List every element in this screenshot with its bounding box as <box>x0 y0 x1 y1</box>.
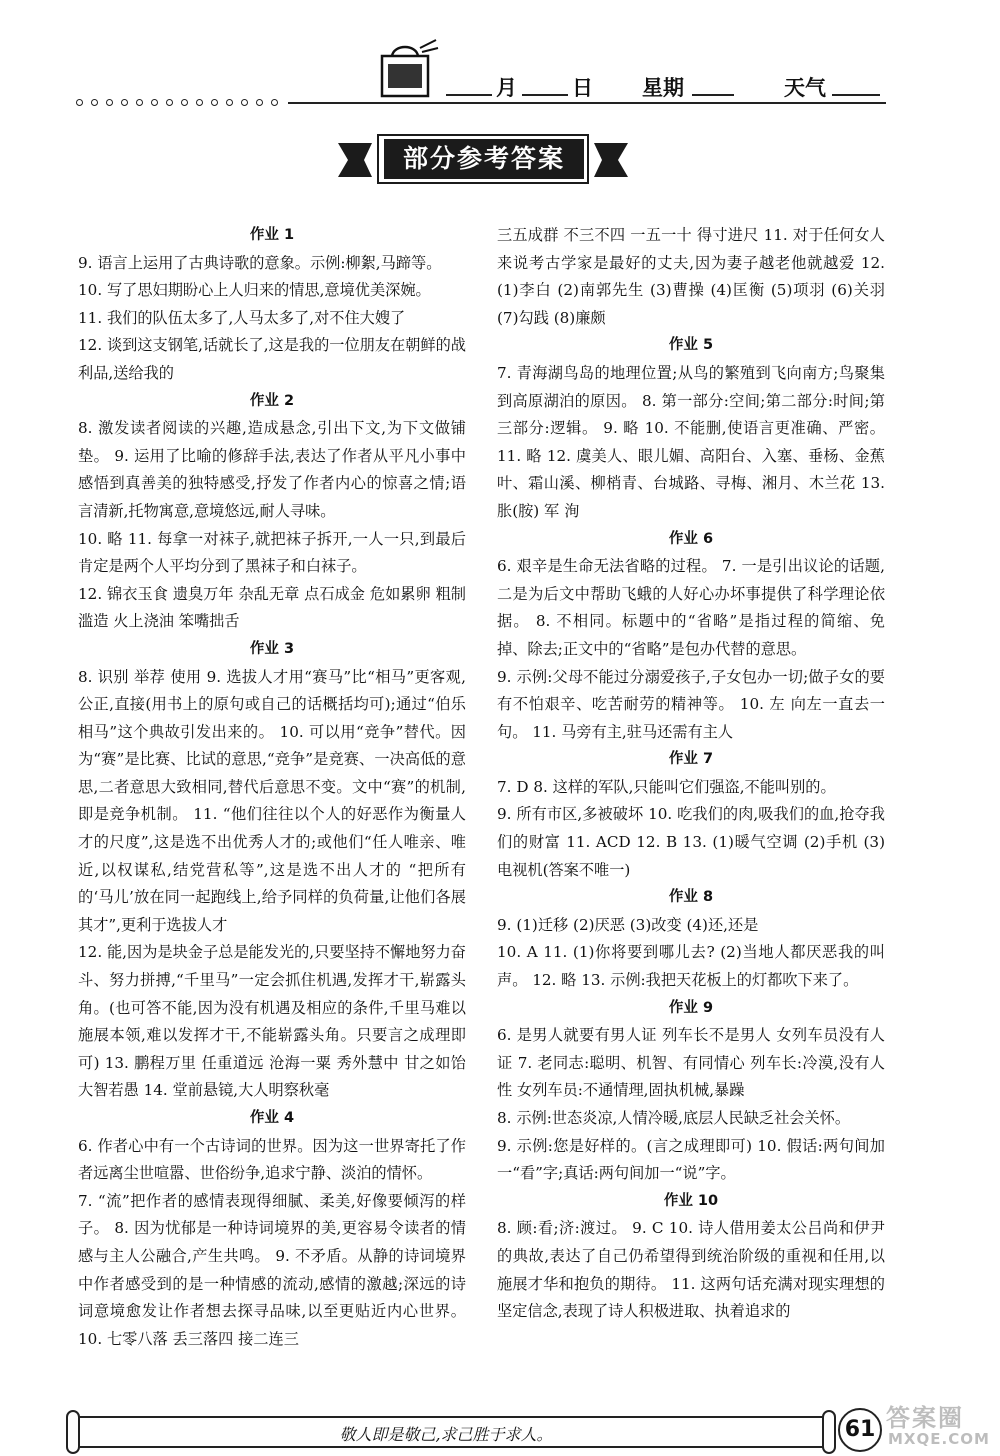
section-title: 作业 1 <box>249 227 295 243</box>
answer-paragraph: 6. 作者心中有一个古诗词的世界。因为这一世界寄托了作者远离尘世喧嚣、世俗纷争,追求宁静、淡泊的情怀。 <box>78 1136 466 1183</box>
section-title: 作业 5 <box>668 337 714 354</box>
answer-paragraph: 6. 是男人就要有男人证 列车长不是男人 女列车员没有人证 7. 老同志:聪明、机智、有同情心 列车长:冷漠,没有人性 女列车员:不通情理,固执机械,暴躁 <box>497 1026 885 1100</box>
footer-motto: 敬人即是敬己,求己胜于求人。 <box>339 1425 553 1444</box>
answer-paragraph: 8. 激发读者阅读的兴趣,造成悬念,引出下文,为下文做铺垫。 9. 运用了比喻的修辞手法,表达了作者从平凡小事中感悟到真善美的独特感受,抒发了作者内心的惊喜之情;语言清新,托物寓意,意境悠远,耐人寻味。 <box>78 419 466 520</box>
left-answer-column <box>78 222 466 1353</box>
page-number: 61 <box>838 1408 882 1452</box>
day-blank[interactable] <box>522 72 568 96</box>
section-title: 作业 7 <box>668 751 714 768</box>
dotted-rule <box>76 99 886 109</box>
answer-paragraph: 9. 语言上运用了古典诗歌的意象。示例:柳絮,马蹄等。 <box>78 253 442 272</box>
day-label: 日 <box>572 76 593 100</box>
answer-paragraph: 8. 顾:看;济:渡过。 9. C 10. 诗人借用姜太公吕尚和伊尹的典故,表达了自己仍希望得到统治阶级的重视和任用,以施展才华和抱负的期待。 11. 这两句话充满对现实理想的坚定信念,表现了诗人积极进取、执着追求的 <box>497 1219 885 1321</box>
section-title: 作业 4 <box>249 1110 295 1126</box>
answer-paragraph: 12. 锦衣玉食 遗臭万年 杂乱无章 点石成金 危如累卵 粗制滥造 火上浇油 笨嘴拙舌 <box>78 584 466 631</box>
answer-paragraph: 9. (1)迁移 (2)厌恶 (3)改变 (4)还,还是 <box>497 915 759 934</box>
answer-paragraph: 7. D 8. 这样的军队,只能叫它们强盗,不能叫别的。 <box>497 777 836 796</box>
answer-paragraph: 9. 示例:您是好样的。(言之成理即可) 10. 假话:两句间加一“看”字;真话:两句间加一“说”字。 <box>497 1136 885 1183</box>
month-label: 月 <box>496 76 517 100</box>
month-blank[interactable] <box>446 72 492 96</box>
section-title: 作业 6 <box>668 530 714 547</box>
page-header <box>0 0 1000 130</box>
weather-label: 天气 <box>784 76 826 100</box>
answer-paragraph: 7. 青海湖鸟岛的地理位置;从鸟的繁殖到飞向南方;鸟聚集到高原湖泊的原因。 8. 第一部分:空间;第二部分:时间;第三部分:逻辑。 9. 略 10. 不能删,使语言更准确、严密。 11. 略 12. 虞美人、眼儿媚、高阳台、入塞、垂杨、金蕉叶、霜山溪、柳梢青、台城路、寻梅、湘月、木兰花 13. 胀(胺) 军 洵 <box>497 363 885 520</box>
answer-paragraph: 10. 写了思妇期盼心上人归来的情思,意境优美深婉。 <box>78 281 431 300</box>
weather-blank[interactable] <box>832 72 880 96</box>
right-answer-column <box>497 222 885 1326</box>
title-banner <box>338 133 628 187</box>
watermark <box>886 1398 996 1454</box>
answer-paragraph: 12. 谈到这支钢笔,话就长了,这是我的一位朋友在朝鲜的战利品,送给我的 <box>78 336 466 382</box>
date-line <box>446 72 886 102</box>
answer-paragraph: 8. 示例:世态炎凉,人情冷暖,底层人民缺乏社会关怀。 <box>497 1109 851 1127</box>
answer-paragraph: 9. 所有市区,多被破坏 10. 吃我们的肉,吸我们的血,抢夺我们的财富 11. ACD 12. B 13. (1)暖气空调 (2)手机 (3)电视机(答案不唯一) <box>497 805 885 879</box>
footer-scroll <box>66 1410 836 1454</box>
scroll-cap-left-icon <box>66 1410 80 1454</box>
section-title: 作业 2 <box>249 392 295 409</box>
section-title: 作业 9 <box>668 999 714 1016</box>
section-title: 作业 8 <box>668 889 714 906</box>
answer-paragraph: 6. 艰辛是生命无法省略的过程。 7. 一是引出议论的话题,二是为后文中帮助飞蛾的人好心办坏事提供了科学理论依据。 8. 不相同。标题中的“省略”是指过程的简缩、免掉、除去;正文中的“省略”是包办代替的意思。 <box>497 557 885 658</box>
weekday-blank[interactable] <box>692 72 734 96</box>
answer-paragraph: 10. 略 11. 每拿一对袜子,就把袜子拆开,一人一只,到最后肯定是两个人平均分到了黑袜子和白袜子。 <box>78 529 466 576</box>
section-title: 作业 3 <box>249 640 295 657</box>
banner-title: 部分参考答案 <box>384 139 584 179</box>
section-title: 作业 10 <box>663 1192 719 1209</box>
bag-icon <box>376 38 440 100</box>
answer-paragraph: 10. A 11. (1)你将要到哪儿去? (2)当地人都厌恶我的叫声。 12. 略 13. 示例:我把天花板上的灯都吹下来了。 <box>497 943 885 990</box>
answer-paragraph: 7. “流”把作者的感情表现得细腻、柔美,好像要倾泻的样子。 8. 因为忧郁是一种诗词境界的美,更容易令读者的情感与主人公融合,产生共鸣。 9. 不矛盾。从静的诗词境界中作者感受到的是一种情感的流动,感情的激越;深远的诗词意境愈发让作者想去探寻品味,以至更贴近内心世界。 10. 七零八落 丢三落四 接二连三 <box>78 1191 466 1348</box>
answer-paragraph: 三五成群 不三不四 一五一十 得寸进尺 11. 对于任何女人来说考古学家是最好的丈夫,因为妻子越老他就越爱 12. (1)李白 (2)南郭先生 (3)曹操 (4)匡衡 (5)项羽 (6)关羽 (7)勾践 (8)廉颇 <box>497 226 885 327</box>
weekday-label: 星期 <box>642 76 684 100</box>
watermark-top: 答案圈 <box>886 1404 964 1432</box>
answer-paragraph: 12. 能,因为是块金子总是能发光的,只要坚持不懈地努力奋斗、努力拼搏,“千里马”一定会抓住机遇,发挥才干,崭露头角。(也可答不能,因为没有机遇及相应的条件,千里马难以施展本领,难以发挥才干,不能崭露头角。只要言之成理即可) 13. 鹏程万里 任重道远 沧海一粟 秀外慧中 甘之如饴 大智若愚 14. 堂前悬镜,大人明察秋毫 <box>78 943 466 1100</box>
answer-paragraph: 9. 示例:父母不能过分溺爱孩子,子女包办一切;做子女的要有不怕艰辛、吃苦耐劳的精神等。 10. 左 向左一直去一句。 11. 马旁有主,驻马还需有主人 <box>497 667 885 741</box>
scroll-cap-right-icon <box>822 1410 836 1454</box>
answer-paragraph: 8. 识别 举荐 使用 9. 选拔人才用“赛马”比“相马”更客观,公正,直接(用书上的原句或自己的话概括均可);通过“伯乐相马”这个典故引发出来的。 10. 可以用“竞争”替代。因为“赛”是比赛、比试的意思,“竞争”是竞赛、一决高低的意思,二者意思大致相同,替代后意思不变。文中“赛”的机制,即是竞争机制。 11. “他们往往以个人的好恶作为衡量人才的尺度”,这是选不出优秀人才的;或他们“任人唯亲、唯近,以权谋私,结党营私等”,这是选不出人才的 “把所有的‘马儿’放在同一起跑线上,给予同样的负荷量,让他们各展其才”,更利于选拔人才 <box>78 667 466 934</box>
watermark-bottom: MXQE.COM <box>888 1430 990 1448</box>
answer-paragraph: 11. 我们的队伍太多了,人马太多了,对不住大嫂了 <box>78 308 406 327</box>
